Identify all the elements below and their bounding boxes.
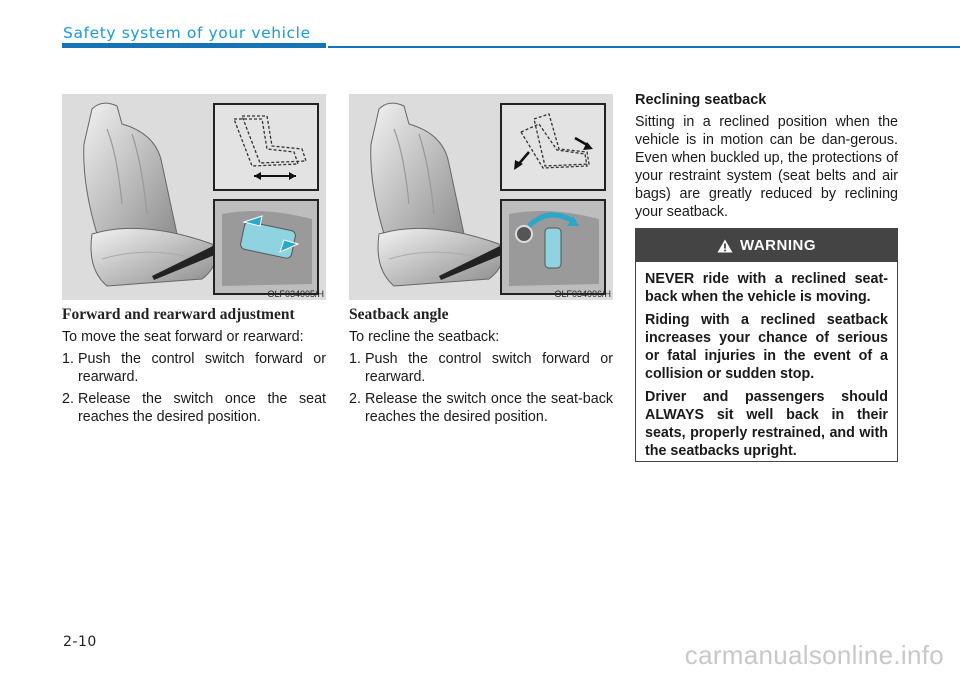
figure-forward-adjustment [62, 94, 326, 300]
step-list [349, 350, 613, 426]
warning-body [636, 262, 897, 460]
list-item [62, 350, 326, 386]
section-intro: To move the seat forward or rearward: [62, 329, 304, 345]
list-item [349, 350, 613, 386]
header-rule-thick [62, 43, 326, 48]
step-number: 2. [62, 391, 74, 407]
section-heading: Forward and rearward adjustment [62, 306, 295, 323]
seatback-angle-section [349, 306, 613, 430]
warning-paragraph: Riding with a reclined seatback increases your chance of serious or fatal injuries in the event of a collision or sudden stop. [645, 312, 888, 382]
step-list [62, 350, 326, 426]
warning-box [635, 228, 898, 462]
seatback-recline-illustration [349, 94, 613, 300]
section-heading: Reclining seatback [635, 92, 767, 108]
figure-seatback-angle [349, 94, 613, 300]
step-text: Release the switch once the seat reaches the desired position. [78, 391, 326, 425]
section-intro: To recline the seatback: [349, 329, 500, 345]
watermark-text: carmanualsonline.info [684, 640, 944, 670]
list-item [349, 390, 613, 426]
step-text: Push the control switch forward or rearward. [365, 351, 613, 385]
list-item [62, 390, 326, 426]
warning-header [636, 229, 897, 262]
figure-code: OLF034006/H [554, 289, 611, 299]
step-text: Push the control switch forward or rearward. [78, 351, 326, 385]
forward-rearward-section [62, 306, 326, 430]
reclining-seatback-section [635, 91, 898, 225]
seat-forward-illustration [62, 94, 326, 300]
warning-paragraph: Driver and passengers should ALWAYS sit well back in their seats, properly restrained, and with the seatbacks upright. [645, 389, 888, 459]
step-number: 1. [62, 351, 74, 367]
step-number: 2. [349, 391, 361, 407]
section-body: Sitting in a reclined position when the vehicle is in motion can be dan-gerous. Even when buckled up, the protections of your restraint system (seat belts and air bags) are greatly reduced by reclining your seatback. [635, 114, 898, 220]
section-header-title: Safety system of your vehicle [63, 24, 311, 42]
step-number: 1. [349, 351, 361, 367]
step-text: Release the switch once the seat-back reaches the desired position. [365, 391, 613, 425]
figure-code: OLF034005/H [267, 289, 324, 299]
warning-title: WARNING [740, 237, 816, 254]
page-number: 2-10 [63, 634, 97, 650]
warning-paragraph: NEVER ride with a reclined seat-back when the vehicle is moving. [645, 271, 888, 305]
header-rule-thin [328, 46, 960, 48]
warning-triangle-icon [717, 239, 733, 253]
section-heading: Seatback angle [349, 306, 449, 323]
